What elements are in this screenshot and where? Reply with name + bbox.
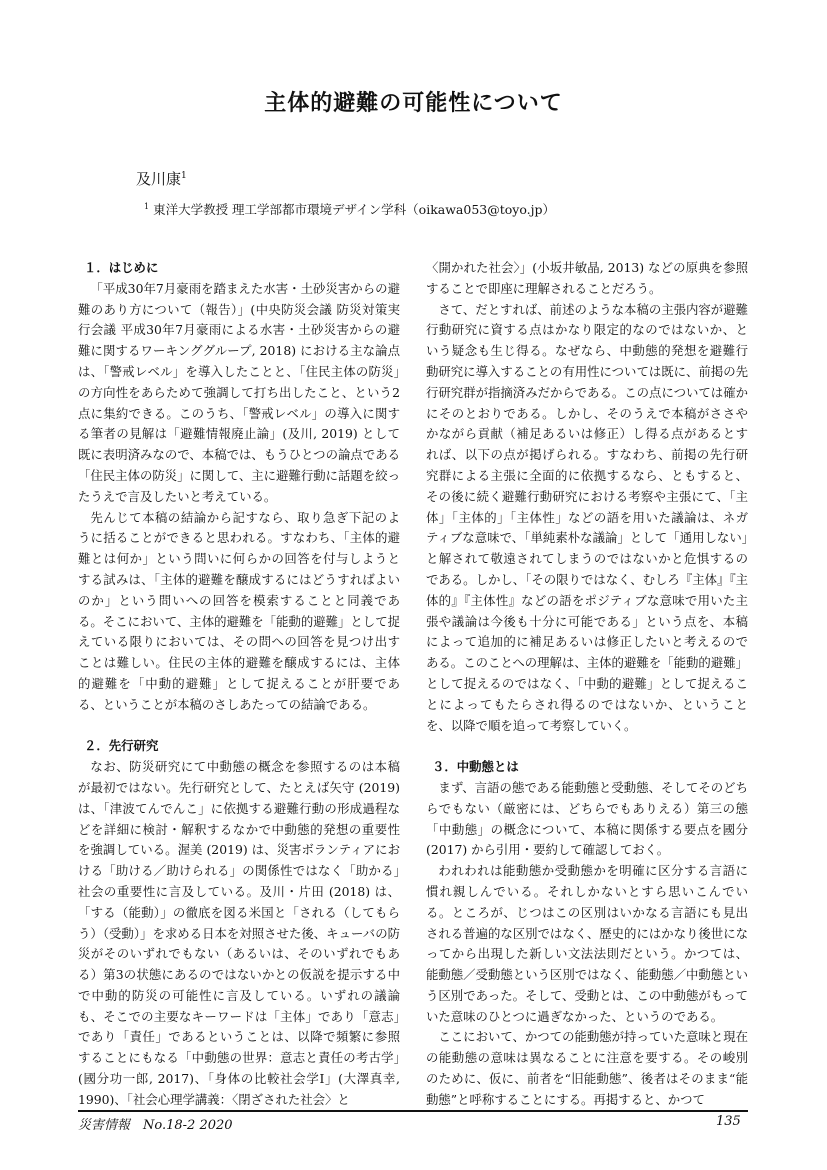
paragraph: 「平成30年7月豪雨を踏まえた水害・土砂災害からの避難のあり方について（報告）」(中央防災会議 防災対策実行会議 平成30年7月豪雨による水害・土砂災害からの避難に関するワーキンググループ, 2018) における主な論点は、「警戒レベル」を導入したことと、「住民主体の防災」の方向性をあらためて強調して打ち出したこと、という2点に集約できる。このうち、「警戒レベル」の導入に関する筆者の見解は「避難情報廃止論」(及川, 2019) として既に表明済みなので、本稿では、もうひとつの論点である「住民主体の防災」に関して、主に避難行動に話題を絞ったうえで言及したいと考えている。 [78,280,400,504]
paragraph: なお、防災研究にて中動態の概念を参照するのは本稿が最初ではない。先行研究として、たとえば矢守 (2019) は、「津波てんでんこ」に依拠する避難行動の形成過程などを詳細に検討・解釈するなかで中動態的発想の重要性を強調している。渥美 (2019) は、災害ボランティアにおける「助ける／助けられる」の関係性ではなく「助かる」社会の重要性に言及している。及川・片田 (2018) は、「する（能動）」の徹底を図る米国と「される（してもらう）（受動）」を求める日本を対照させた後、キューバの防災がそのいずれでもない（あるいは、そのいずれでもある）第3の状態にあるのではないかとの仮説を提示する中で中動的防災の可能性に言及している。いずれの議論も、そこでの主要なキーワードは「主体」であり「意志」であり「責任」であるということは、以降で頻繁に参照することにもなる「中動態の世界：意志と責任の考古学」(國分功一郎, 2017)、「身体の比較社会学I」(大澤真幸, 1990)、「社会心理学講義：〈閉ざされた社会〉と [78,759,400,1107]
paragraph: ここにおいて、かつての能動態が持っていた意味と現在の能動態の意味は異なることに注意を要する。その峻別のために、仮に、前者を“旧能動態”、後者はそのまま“能動態”と呼称することにする。再掲すると、かつて [426,1029,748,1107]
paragraph: われわれは能動態か受動態かを明確に区分する言語に慣れ親しんでいる。それしかないとすら思いこんでいる。ところが、じつはこの区別はいかなる言語にも見出される普遍的な区別ではなく、歴史的にはかなり後世になってから出現した新しい文法法則だという。かつては、能動態／受動態という区別ではなく、能動態／中動態という区別であった。そして、受動とは、この中動態がもっていた意味のひとつに過ぎなかった、というのである。 [426,863,748,1024]
affiliation-mark: 1 [144,201,150,211]
author-mark: 1 [181,171,187,181]
affiliation-text: 東洋大学教授 理工学部都市環境デザイン学科（oikawa053@toyo.jp） [153,202,556,217]
footer-rule [78,1110,748,1112]
journal-info: 災害情報 No.18-2 2020 [78,1118,233,1133]
section-heading-intro: １．はじめに [84,260,159,275]
section-heading-middle-voice: ３．中動態とは [432,759,519,775]
affiliation [144,200,555,218]
section-heading-prior-research: ２．先行研究 [84,738,159,754]
left-column [78,258,400,1111]
author [136,168,187,189]
paragraph: 先んじて本稿の結論から記すなら、取り急ぎ下記のように括ることができると思われる。すなわち、「主体的避難とは何か」という問いに何らかの回答を付与しようとする試みは、「主体的避難を醸成するにはどうすればよいのか」という問いへの回答を模索することと同義である。そこにおいて、主体的避難を「能動的避難」として捉えている限りにおいては、その問への回答を見つけ出すことは難しい。住民の主体的避難を醸成するには、主体的避難を「中動的避難」として捉えることが肝要である、ということが本稿のさしあたっての結論である。 [78,509,400,712]
paragraph: まず、言語の態である能動態と受動態、そしてそのどちらでもない（厳密には、どちらでもありえる）第三の態「中動態」の概念について、本稿に関係する要点を國分 (2017) から引用・要約して確認しておく。 [426,779,748,858]
paragraph: さて、だとすれば、前述のような本稿の主張内容が避難行動研究に資する点はかなり限定的なのではないか、という疑念も生じ得る。なぜなら、中動態的発想を避難行動研究に導入することの有用性については既に、前掲の先行研究群が指摘済みだからである。この点については確かにそのとおりである。しかし、そのうえで本稿がささやかながら貢献（補足あるいは修正）し得る点があるとすれば、以下の点が掲げられる。すなわち、前掲の先行研究群による主張に全面的に依拠するなら、ともすると、その後に続く避難行動研究における考察や主張にて、「主体」「主体的」「主体性」などの語を用いた議論は、ネガティブな意味で、「単純素朴な議論」として「通用しない」と解されて敬遠されてしまうのではないかと危惧するのである。しかし、「その限りではなく、むしろ『主体』『主体的』『主体性』などの語をポジティブな意味で用いた主張や議論は今後も十分に可能である」という点を、本稿によって追加的に補足あるいは修正したいと考えるのである。このことへの理解は、主体的避難を「能動的避難」として捉えるのではなく、「中動的避難」として捉えることによってもたらされ得るのではないか、ということを、以降で順を追って考察していく。 [426,301,748,733]
page-number: 135 [716,1114,741,1129]
page-title: 主体的避難の可能性について [264,91,563,116]
paragraph: 〈開かれた社会〉」(小坂井敏晶, 2013) などの原典を参照することで即座に理解されることだろう。 [426,260,748,296]
author-name: 及川康 [136,170,182,188]
right-column [426,258,748,1111]
